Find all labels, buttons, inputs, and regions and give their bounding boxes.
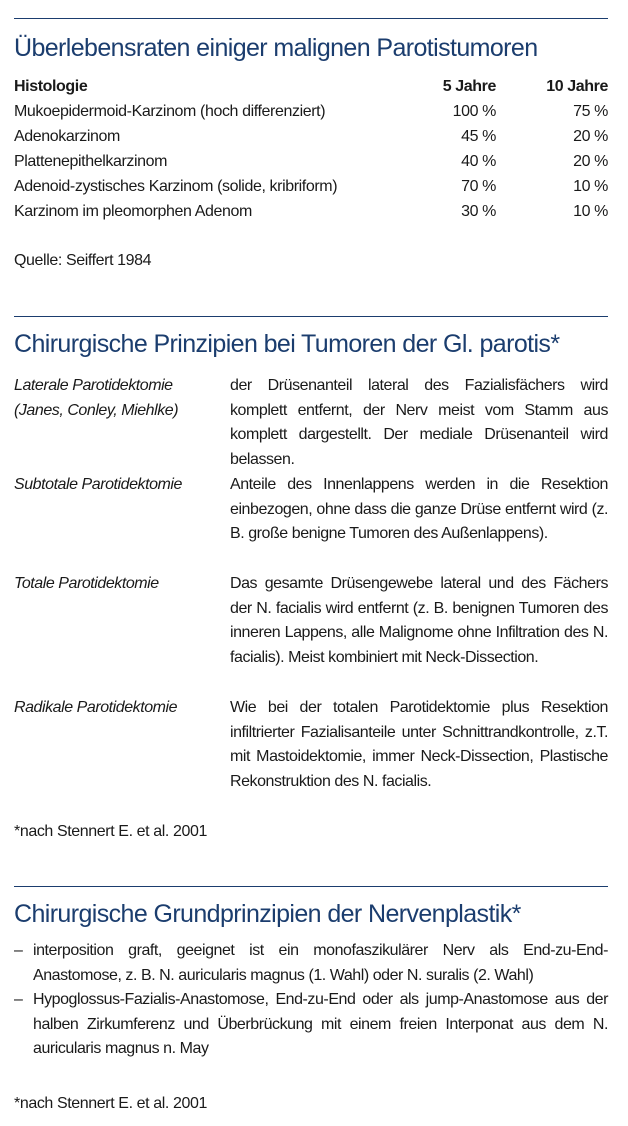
row-histology: Adenokarzinom — [14, 128, 120, 145]
section-rule — [14, 18, 608, 19]
nerve-footnote: *nach Stennert E. et al. 2001 — [14, 1094, 207, 1112]
list-item-text: Hypoglossus-Fazialis-Anastomose, End-zu-End oder als jump-Anastomose aus der halben Zirkumferenz und Überbrückung mit einem freien Interponat aus dem N. auricularis magnus n. May — [33, 991, 608, 1057]
row-5-years: 45 % — [461, 128, 496, 145]
row-10-years: 10 % — [573, 178, 608, 195]
list-item — [14, 939, 608, 988]
row-5-years: 30 % — [461, 203, 496, 220]
table-header-row — [14, 74, 608, 99]
row-10-years: 20 % — [573, 153, 608, 170]
principles-section — [14, 316, 608, 846]
survival-title: Überlebensraten einiger malignen Parotistumoren — [14, 34, 538, 62]
principle-description: der Drüsenanteil lateral des Fazialisfächers wird komplett entfernt, der Nerv meist vom Stamm aus komplett dargestellt. Der mediale Drüsenanteil wird belassen. — [230, 377, 608, 468]
principle-description: Anteile des Innenlappens werden in die Resektion einbezogen, ohne dass die ganze Drüse entfernt wird (z. B. große benigne Tumoren des Außenlappens). — [230, 476, 608, 542]
row-5-years: 70 % — [461, 178, 496, 195]
nerve-list — [14, 939, 608, 1062]
principle-term-name: Radikale Parotidektomie — [14, 699, 178, 716]
principle-term-name: Subtotale Parotidektomie — [14, 476, 182, 493]
section-rule — [14, 886, 608, 887]
table-row — [14, 199, 608, 224]
header-10-years: 10 Jahre — [546, 78, 608, 95]
principle-term-name: Totale Parotidektomie — [14, 575, 159, 592]
dash-marker: – — [14, 991, 23, 1008]
principle-description: Das gesamte Drüsengewebe lateral und des Fächers der N. facialis wird entfernt (z. B. benignen Tumoren des inneren Lappens, alle Malignome ohne Infiltration des N. facialis). Meist kombiniert mit Neck-Dissection. — [230, 575, 608, 666]
row-histology: Adenoid-zystisches Karzinom (solide, kribriform) — [14, 178, 338, 195]
principles-footnote: *nach Stennert E. et al. 2001 — [14, 823, 207, 840]
principle-description: Wie bei der totalen Parotidektomie plus Resektion infiltrierter Fazialisanteile unter Schnittrandkontrolle, z.T. mit Mastoidektomie, immer Neck-Dissection, Plastische Rekonstruktion des N. facialis. — [230, 699, 608, 790]
principle-term — [14, 374, 219, 423]
row-5-years: 100 % — [452, 103, 496, 120]
principle-term — [14, 572, 219, 597]
survival-source: Quelle: Seiffert 1984 — [14, 252, 152, 269]
row-10-years: 10 % — [573, 203, 608, 220]
principle-term-authors: (Janes, Conley, Miehlke) — [14, 401, 179, 419]
table-row — [14, 149, 608, 174]
header-histology: Histologie — [14, 78, 88, 95]
row-5-years: 40 % — [461, 153, 496, 170]
survival-table — [14, 74, 608, 224]
list-item — [14, 988, 608, 1062]
section-rule — [14, 316, 608, 317]
row-histology: Plattenepithelkarzinom — [14, 153, 168, 170]
table-row — [14, 99, 608, 124]
nerve-title: Chirurgische Grundprinzipien der Nervenplastik* — [14, 900, 521, 928]
table-row — [14, 124, 608, 149]
row-histology: Mukoepidermoid-Karzinom (hoch differenziert) — [14, 103, 326, 120]
table-row — [14, 174, 608, 199]
principle-term — [14, 696, 219, 721]
principle-term — [14, 473, 219, 498]
row-10-years: 75 % — [573, 103, 608, 120]
row-histology: Karzinom im pleomorphen Adenom — [14, 203, 252, 220]
nerve-section — [14, 886, 608, 1116]
principle-term-name: Laterale Parotidektomie — [14, 377, 173, 394]
list-item-text: interposition graft, geeignet ist ein monofaszikulärer Nerv als End-zu-End-Anastomose, z. B. N. auricularis magnus (1. Wahl) oder N. suralis (2. Wahl) — [33, 942, 608, 984]
survival-section — [14, 18, 608, 273]
principles-title: Chirurgische Prinzipien bei Tumoren der Gl. parotis* — [14, 330, 560, 358]
row-10-years: 20 % — [573, 128, 608, 145]
dash-marker: – — [14, 942, 23, 959]
header-5-years: 5 Jahre — [442, 78, 496, 95]
